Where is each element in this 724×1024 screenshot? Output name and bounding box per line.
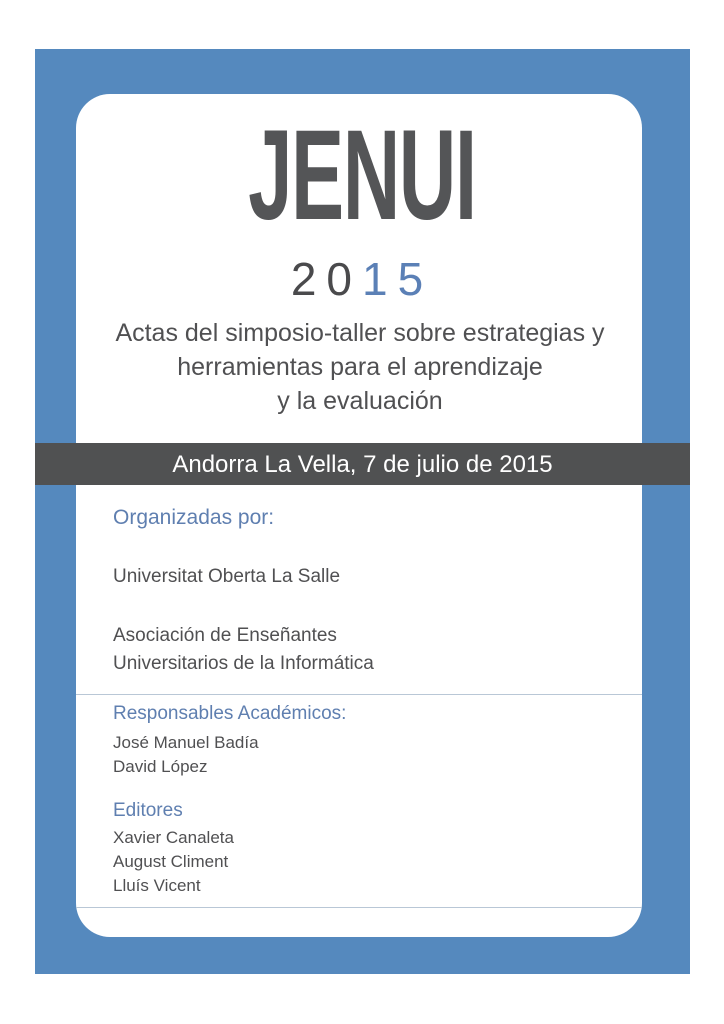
organizer-item: Universitat Oberta La Salle [113, 566, 341, 587]
organizers-heading: Organizadas por: [113, 506, 275, 529]
person-name: August Climent [113, 852, 229, 871]
person-name: Lluís Vicent [113, 876, 201, 895]
person-name: José Manuel Badía [113, 733, 259, 752]
subtitle-line: y la evaluación [277, 387, 443, 415]
editors-list [113, 826, 234, 898]
editors-heading: Editores [113, 800, 183, 821]
year-part-dark: 20 [290, 253, 362, 305]
divider [76, 907, 642, 908]
cover-title: JENUI [248, 104, 476, 247]
academic-leads-heading: Responsables Académicos: [113, 703, 347, 724]
year-part-blue: 15 [362, 253, 434, 305]
academic-leads-list [113, 731, 259, 779]
divider [76, 694, 642, 695]
organizer-line: Universitarios de la Informática [113, 653, 374, 674]
location-date-band: Andorra La Vella, 7 de julio de 2015 [35, 443, 690, 485]
person-name: David López [113, 757, 208, 776]
organizer-line: Asociación de Enseñantes [113, 625, 337, 646]
subtitle-line: herramientas para el aprendizaje [177, 353, 543, 381]
subtitle-line: Actas del simposio-taller sobre estrategias y [115, 319, 605, 347]
cover-year [0, 253, 724, 305]
organizer-item [113, 622, 374, 678]
person-name: Xavier Canaleta [113, 828, 234, 847]
cover-subtitle [80, 316, 640, 418]
